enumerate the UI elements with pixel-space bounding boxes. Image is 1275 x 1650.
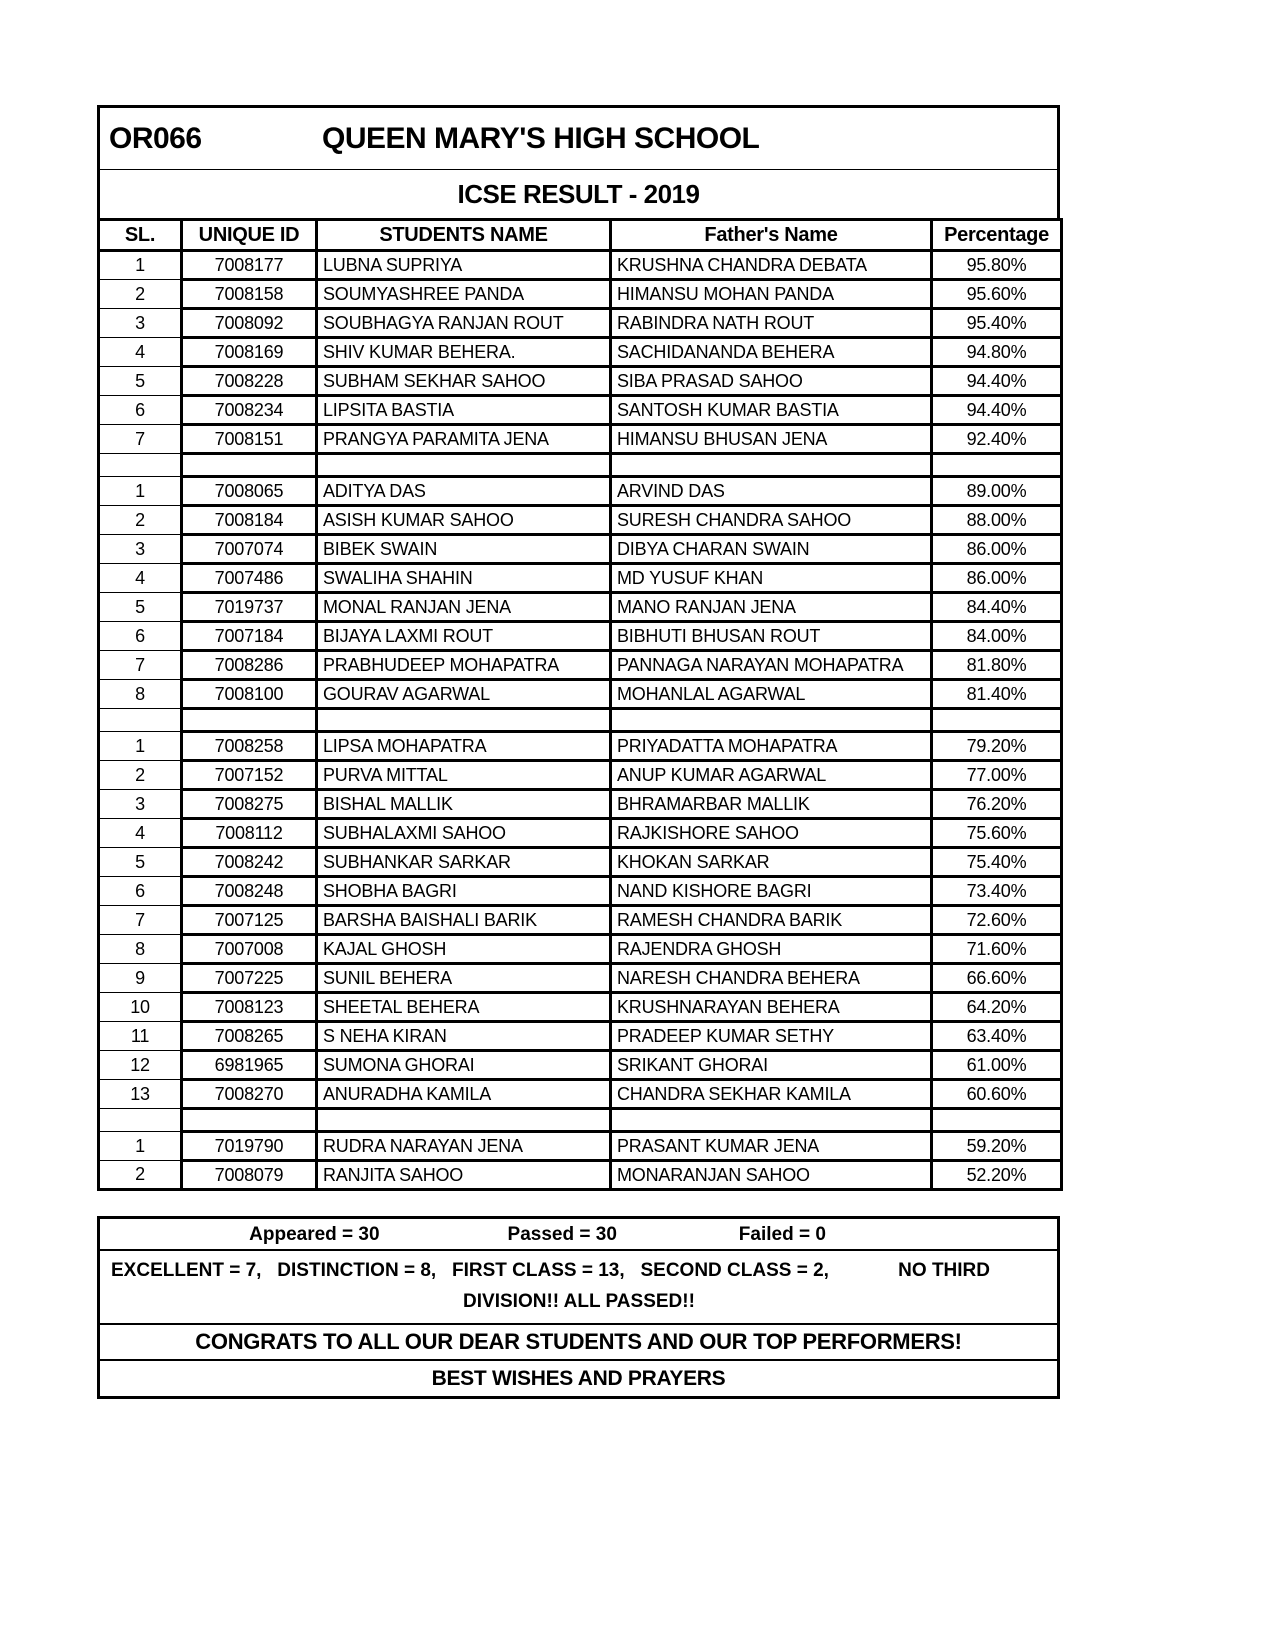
result-row	[99, 1080, 1062, 1109]
separator-cell	[932, 709, 1062, 732]
cell-father: PANNAGA NARAYAN MOHAPATRA	[611, 651, 932, 680]
cell-id: 7007074	[182, 535, 317, 564]
result-row	[99, 732, 1062, 761]
results-table	[97, 218, 1063, 1191]
cell-name: ANURADHA KAMILA	[317, 1080, 611, 1109]
result-row	[99, 535, 1062, 564]
result-row	[99, 651, 1062, 680]
cell-father: RAMESH CHANDRA BARIK	[611, 906, 932, 935]
cell-sl: 2	[99, 506, 182, 535]
result-row	[99, 819, 1062, 848]
cell-pct: 52.20%	[932, 1161, 1062, 1190]
cell-sl: 1	[99, 732, 182, 761]
result-row	[99, 251, 1062, 280]
cell-pct: 94.40%	[932, 396, 1062, 425]
cell-father: SURESH CHANDRA SAHOO	[611, 506, 932, 535]
cell-pct: 61.00%	[932, 1051, 1062, 1080]
cell-sl: 13	[99, 1080, 182, 1109]
cell-sl: 1	[99, 251, 182, 280]
result-row	[99, 564, 1062, 593]
result-sheet	[97, 105, 1060, 1399]
cell-pct: 95.40%	[932, 309, 1062, 338]
cell-pct: 81.80%	[932, 651, 1062, 680]
separator-cell	[932, 454, 1062, 477]
separator-cell	[611, 709, 932, 732]
cell-pct: 71.60%	[932, 935, 1062, 964]
header-students-name: STUDENTS NAME	[317, 220, 611, 251]
classes-breakdown: EXCELLENT = 7, DISTINCTION = 8, FIRST CLASS = 13, SECOND CLASS = 2,	[111, 1260, 829, 1281]
cell-pct: 79.20%	[932, 732, 1062, 761]
cell-id: 7008158	[182, 280, 317, 309]
result-row	[99, 1022, 1062, 1051]
cell-father: RAJKISHORE SAHOO	[611, 819, 932, 848]
cell-pct: 94.40%	[932, 367, 1062, 396]
cell-id: 7008177	[182, 251, 317, 280]
cell-name: RUDRA NARAYAN JENA	[317, 1132, 611, 1161]
result-row	[99, 848, 1062, 877]
separator-row	[99, 709, 1062, 732]
cell-id: 7008258	[182, 732, 317, 761]
cell-father: PRADEEP KUMAR SETHY	[611, 1022, 932, 1051]
cell-id: 7008092	[182, 309, 317, 338]
header-percentage: Percentage	[932, 220, 1062, 251]
cell-id: 7007008	[182, 935, 317, 964]
cell-father: SIBA PRASAD SAHOO	[611, 367, 932, 396]
cell-id: 7019790	[182, 1132, 317, 1161]
cell-name: SUBHALAXMI SAHOO	[317, 819, 611, 848]
result-row	[99, 425, 1062, 454]
cell-pct: 66.60%	[932, 964, 1062, 993]
cell-id: 7008242	[182, 848, 317, 877]
cell-pct: 63.40%	[932, 1022, 1062, 1051]
cell-name: PURVA MITTAL	[317, 761, 611, 790]
separator-cell	[317, 709, 611, 732]
cell-name: SWALIHA SHAHIN	[317, 564, 611, 593]
cell-pct: 84.40%	[932, 593, 1062, 622]
cell-sl: 3	[99, 790, 182, 819]
cell-father: MONARANJAN SAHOO	[611, 1161, 932, 1190]
cell-sl: 6	[99, 622, 182, 651]
separator-cell	[182, 709, 317, 732]
cell-name: BIJAYA LAXMI ROUT	[317, 622, 611, 651]
result-row	[99, 790, 1062, 819]
cell-sl: 2	[99, 761, 182, 790]
school-name: QUEEN MARY'S HIGH SCHOOL	[322, 121, 760, 155]
cell-name: ASISH KUMAR SAHOO	[317, 506, 611, 535]
cell-father: KRUSHNA CHANDRA DEBATA	[611, 251, 932, 280]
result-row	[99, 761, 1062, 790]
result-row	[99, 622, 1062, 651]
separator-cell	[99, 1109, 182, 1132]
cell-id: 7008234	[182, 396, 317, 425]
cell-sl: 8	[99, 935, 182, 964]
result-row	[99, 906, 1062, 935]
cell-id: 7007184	[182, 622, 317, 651]
cell-id: 7008286	[182, 651, 317, 680]
result-row	[99, 877, 1062, 906]
cell-name: GOURAV AGARWAL	[317, 680, 611, 709]
separator-row	[99, 1109, 1062, 1132]
cell-sl: 4	[99, 338, 182, 367]
cell-sl: 10	[99, 993, 182, 1022]
cell-name: SUMONA GHORAI	[317, 1051, 611, 1080]
cell-sl: 1	[99, 1132, 182, 1161]
cell-pct: 72.60%	[932, 906, 1062, 935]
cell-sl: 11	[99, 1022, 182, 1051]
cell-id: 7008079	[182, 1161, 317, 1190]
cell-id: 7008228	[182, 367, 317, 396]
separator-cell	[99, 454, 182, 477]
cell-father: PRIYADATTA MOHAPATRA	[611, 732, 932, 761]
cell-id: 7008265	[182, 1022, 317, 1051]
classes-line-2: DIVISION!! ALL PASSED!!	[463, 1291, 695, 1312]
cell-name: LUBNA SUPRIYA	[317, 251, 611, 280]
header-row	[99, 220, 1062, 251]
cell-id: 7008123	[182, 993, 317, 1022]
cell-pct: 86.00%	[932, 564, 1062, 593]
separator-cell	[611, 1109, 932, 1132]
cell-sl: 7	[99, 906, 182, 935]
result-row	[99, 1051, 1062, 1080]
cell-pct: 81.40%	[932, 680, 1062, 709]
cell-sl: 6	[99, 877, 182, 906]
congrats-text: CONGRATS TO ALL OUR DEAR STUDENTS AND OUR TOP PERFORMERS!	[195, 1329, 962, 1354]
title-row	[97, 105, 1060, 170]
summary-box	[97, 1216, 1060, 1399]
cell-pct: 59.20%	[932, 1132, 1062, 1161]
cell-name: BISHAL MALLIK	[317, 790, 611, 819]
separator-cell	[611, 454, 932, 477]
cell-sl: 6	[99, 396, 182, 425]
cell-name: ADITYA DAS	[317, 477, 611, 506]
congrats-row	[100, 1325, 1057, 1361]
result-row	[99, 1161, 1062, 1190]
cell-father: RABINDRA NATH ROUT	[611, 309, 932, 338]
cell-father: MOHANLAL AGARWAL	[611, 680, 932, 709]
cell-pct: 89.00%	[932, 477, 1062, 506]
cell-father: HIMANSU MOHAN PANDA	[611, 280, 932, 309]
result-row	[99, 477, 1062, 506]
cell-name: SUBHAM SEKHAR SAHOO	[317, 367, 611, 396]
cell-father: RAJENDRA GHOSH	[611, 935, 932, 964]
cell-name: KAJAL GHOSH	[317, 935, 611, 964]
cell-sl: 8	[99, 680, 182, 709]
cell-sl: 5	[99, 367, 182, 396]
cell-name: PRANGYA PARAMITA JENA	[317, 425, 611, 454]
cell-pct: 64.20%	[932, 993, 1062, 1022]
cell-name: SUBHANKAR SARKAR	[317, 848, 611, 877]
cell-pct: 94.80%	[932, 338, 1062, 367]
cell-name: SHOBHA BAGRI	[317, 877, 611, 906]
cell-father: NAND KISHORE BAGRI	[611, 877, 932, 906]
header-unique-id: UNIQUE ID	[182, 220, 317, 251]
cell-id: 7007486	[182, 564, 317, 593]
result-row	[99, 593, 1062, 622]
cell-id: 7008275	[182, 790, 317, 819]
cell-father: SRIKANT GHORAI	[611, 1051, 932, 1080]
cell-id: 7008270	[182, 1080, 317, 1109]
cell-name: MONAL RANJAN JENA	[317, 593, 611, 622]
cell-sl: 7	[99, 651, 182, 680]
cell-pct: 95.80%	[932, 251, 1062, 280]
cell-pct: 76.20%	[932, 790, 1062, 819]
cell-name: LIPSA MOHAPATRA	[317, 732, 611, 761]
cell-sl: 3	[99, 309, 182, 338]
result-row	[99, 280, 1062, 309]
cell-pct: 86.00%	[932, 535, 1062, 564]
cell-pct: 95.60%	[932, 280, 1062, 309]
appeared-count: Appeared = 30	[249, 1224, 380, 1245]
separator-cell	[182, 1109, 317, 1132]
separator-cell	[99, 709, 182, 732]
separator-cell	[317, 1109, 611, 1132]
separator-cell	[932, 1109, 1062, 1132]
cell-sl: 9	[99, 964, 182, 993]
result-title-row	[97, 170, 1060, 218]
cell-sl: 1	[99, 477, 182, 506]
cell-name: RANJITA SAHOO	[317, 1161, 611, 1190]
cell-father: PRASANT KUMAR JENA	[611, 1132, 932, 1161]
cell-father: MD YUSUF KHAN	[611, 564, 932, 593]
no-third-label: NO THIRD	[898, 1260, 990, 1281]
result-title: ICSE RESULT - 2019	[457, 178, 700, 209]
cell-id: 7008100	[182, 680, 317, 709]
cell-name: BARSHA BAISHALI BARIK	[317, 906, 611, 935]
cell-name: BIBEK SWAIN	[317, 535, 611, 564]
cell-father: NARESH CHANDRA BEHERA	[611, 964, 932, 993]
cell-father: BIBHUTI BHUSAN ROUT	[611, 622, 932, 651]
cell-name: LIPSITA BASTIA	[317, 396, 611, 425]
result-row	[99, 935, 1062, 964]
cell-father: ANUP KUMAR AGARWAL	[611, 761, 932, 790]
cell-id: 6981965	[182, 1051, 317, 1080]
separator-cell	[317, 454, 611, 477]
cell-pct: 84.00%	[932, 622, 1062, 651]
cell-sl: 2	[99, 1161, 182, 1190]
cell-name: SUNIL BEHERA	[317, 964, 611, 993]
cell-sl: 3	[99, 535, 182, 564]
cell-id: 7019737	[182, 593, 317, 622]
result-row	[99, 309, 1062, 338]
result-row	[99, 396, 1062, 425]
failed-count: Failed = 0	[738, 1224, 826, 1245]
cell-id: 7008151	[182, 425, 317, 454]
cell-sl: 7	[99, 425, 182, 454]
cell-father: KHOKAN SARKAR	[611, 848, 932, 877]
cell-pct: 75.60%	[932, 819, 1062, 848]
cell-father: KRUSHNARAYAN BEHERA	[611, 993, 932, 1022]
cell-id: 7008112	[182, 819, 317, 848]
cell-father: HIMANSU BHUSAN JENA	[611, 425, 932, 454]
summary-classes-row	[100, 1251, 1057, 1325]
result-row	[99, 506, 1062, 535]
result-row	[99, 367, 1062, 396]
result-row	[99, 964, 1062, 993]
cell-father: SACHIDANANDA BEHERA	[611, 338, 932, 367]
header-fathers-name: Father's Name	[611, 220, 932, 251]
cell-sl: 4	[99, 564, 182, 593]
cell-name: SOUMYASHREE PANDA	[317, 280, 611, 309]
separator-row	[99, 454, 1062, 477]
cell-father: MANO RANJAN JENA	[611, 593, 932, 622]
result-row	[99, 993, 1062, 1022]
cell-id: 7007152	[182, 761, 317, 790]
result-row	[99, 680, 1062, 709]
cell-id: 7008065	[182, 477, 317, 506]
cell-name: PRABHUDEEP MOHAPATRA	[317, 651, 611, 680]
cell-name: S NEHA KIRAN	[317, 1022, 611, 1051]
cell-sl: 12	[99, 1051, 182, 1080]
school-code: OR066	[109, 121, 202, 155]
cell-name: SHIV KUMAR BEHERA.	[317, 338, 611, 367]
cell-pct: 60.60%	[932, 1080, 1062, 1109]
separator-cell	[182, 454, 317, 477]
cell-name: SHEETAL BEHERA	[317, 993, 611, 1022]
summary-counts-row	[100, 1219, 1057, 1251]
cell-father: DIBYA CHARAN SWAIN	[611, 535, 932, 564]
cell-id: 7008248	[182, 877, 317, 906]
cell-pct: 88.00%	[932, 506, 1062, 535]
result-row	[99, 338, 1062, 367]
wishes-text: BEST WISHES AND PRAYERS	[431, 1366, 726, 1390]
cell-pct: 92.40%	[932, 425, 1062, 454]
cell-pct: 75.40%	[932, 848, 1062, 877]
classes-line-1	[111, 1260, 1047, 1282]
passed-count: Passed = 30	[507, 1224, 617, 1245]
cell-pct: 73.40%	[932, 877, 1062, 906]
cell-pct: 77.00%	[932, 761, 1062, 790]
cell-id: 7007125	[182, 906, 317, 935]
cell-father: ARVIND DAS	[611, 477, 932, 506]
cell-sl: 5	[99, 848, 182, 877]
cell-id: 7007225	[182, 964, 317, 993]
cell-id: 7008169	[182, 338, 317, 367]
wishes-row	[100, 1361, 1057, 1396]
cell-sl: 2	[99, 280, 182, 309]
cell-sl: 4	[99, 819, 182, 848]
cell-name: SOUBHAGYA RANJAN ROUT	[317, 309, 611, 338]
cell-sl: 5	[99, 593, 182, 622]
cell-father: BHRAMARBAR MALLIK	[611, 790, 932, 819]
results-table-body	[99, 251, 1062, 1190]
cell-father: CHANDRA SEKHAR KAMILA	[611, 1080, 932, 1109]
cell-id: 7008184	[182, 506, 317, 535]
cell-father: SANTOSH KUMAR BASTIA	[611, 396, 932, 425]
header-sl: SL.	[99, 220, 182, 251]
result-row	[99, 1132, 1062, 1161]
